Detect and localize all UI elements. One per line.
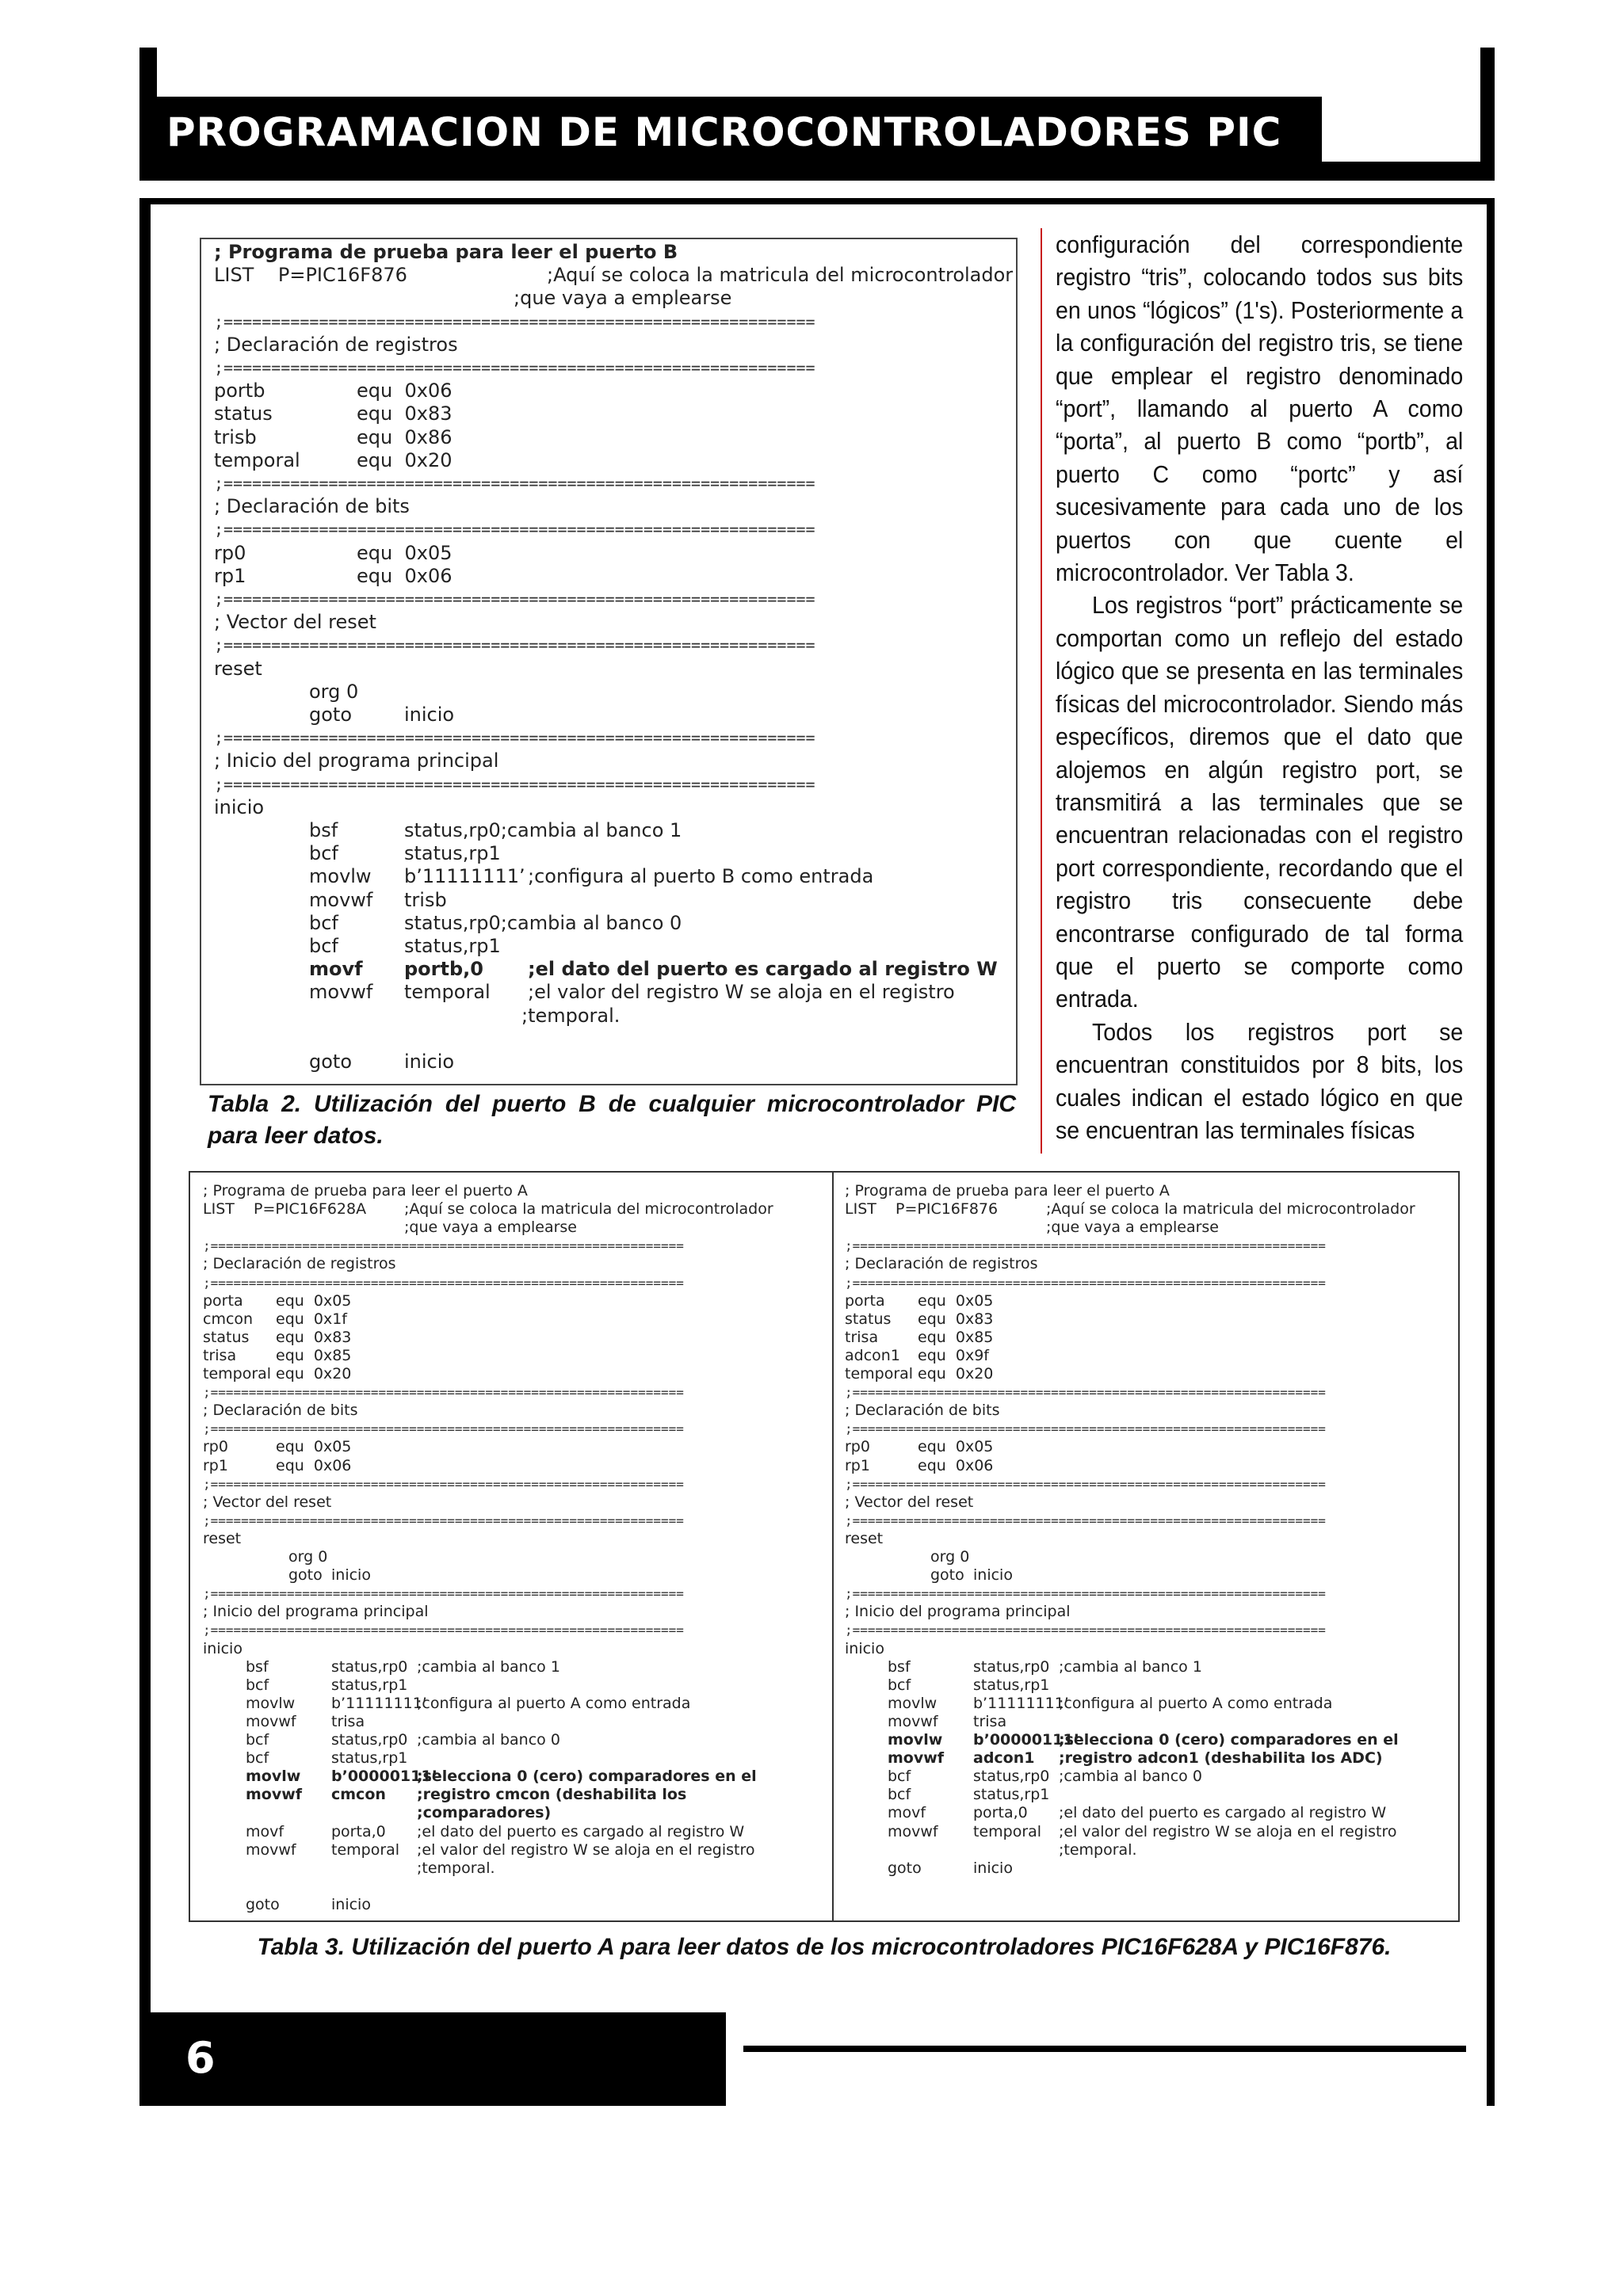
code-line-token: LIST P=PIC16F628A bbox=[203, 1200, 367, 1219]
code-separator: ;============================================================== bbox=[845, 1385, 1326, 1401]
code-separator: ;============================================================== bbox=[845, 1238, 1326, 1254]
code-line-token: movlw bbox=[888, 1731, 943, 1749]
code-line-token: movf bbox=[888, 1804, 926, 1822]
code-line-token: status,rp1 bbox=[331, 1749, 408, 1768]
code-line-token: ;registro cmcon (deshabilita los bbox=[417, 1786, 687, 1804]
code-line-token: status,rp1 bbox=[973, 1676, 1050, 1694]
code-line-token: reset bbox=[845, 1529, 884, 1547]
code-line-token: bcf bbox=[888, 1768, 911, 1786]
code-line-token: movlw bbox=[246, 1768, 301, 1786]
code-line-token: equ 0x06 bbox=[357, 379, 453, 402]
code-line-token: status,rp0 bbox=[973, 1768, 1050, 1786]
code-line-token: porta,0 bbox=[973, 1804, 1028, 1822]
code-line-token: ;el valor del registro W se aloja en el registro bbox=[528, 981, 955, 1004]
code-separator: ;============================================================== bbox=[214, 589, 815, 608]
code-line-token: trisa bbox=[203, 1346, 237, 1364]
code-listing-tabla-2 bbox=[200, 238, 1018, 1085]
code-line-token: status,rp1 bbox=[973, 1786, 1050, 1804]
code-line-token: ; Programa de prueba para leer el puerto A bbox=[845, 1182, 1170, 1199]
code-line-token: status,rp1 bbox=[331, 1676, 408, 1694]
code-line-token: bcf bbox=[246, 1749, 269, 1768]
code-line-token: org 0 bbox=[288, 1548, 328, 1566]
code-line-token: status,rp0;cambia al banco 0 bbox=[404, 911, 682, 934]
code-line-token: porta bbox=[203, 1291, 243, 1310]
paragraph: configuración del correspondiente registro “tris”, colocando todos sus bits en unos “lógicos” (1's). Posteriormente a la configuración del registro tris, se tiene que emplear el registro denominado “port”, llamando al puerto A como “porta”, al puerto B como “portb”, al puerto C como “portc” y así sucesivamente para cada uno de los puertos con que cuente el microcontrolador. Ver Tabla 3. bbox=[1056, 231, 1464, 587]
code-line-token: bcf bbox=[309, 842, 338, 865]
code-line-token: goto bbox=[288, 1566, 323, 1585]
code-line-token: bsf bbox=[309, 819, 338, 841]
code-line-token: trisa bbox=[973, 1712, 1007, 1730]
code-separator: ;============================================================== bbox=[845, 1512, 1326, 1528]
code-separator: ;============================================================== bbox=[845, 1476, 1326, 1492]
code-separator: ;============================================================== bbox=[203, 1238, 684, 1254]
code-separator: ;============================================================== bbox=[203, 1421, 684, 1437]
page-number: 6 bbox=[185, 2033, 216, 2083]
code-line-token: b’11111111’ bbox=[404, 865, 525, 888]
code-line-token: movwf bbox=[246, 1786, 303, 1804]
code-line-token: status,rp1 bbox=[404, 842, 501, 865]
code-line-token: ;registro adcon1 (deshabilita los ADC) bbox=[1059, 1749, 1383, 1768]
code-separator: ;============================================================== bbox=[214, 474, 815, 493]
code-separator: ;============================================================== bbox=[203, 1512, 684, 1528]
code-line-token: ; Inicio del programa principal bbox=[214, 749, 499, 772]
code-line-token: ;el dato del puerto es cargado al registro W bbox=[528, 958, 998, 981]
code-line-token: rp1 bbox=[203, 1456, 228, 1474]
code-line-token: ;configura al puerto A como entrada bbox=[417, 1694, 691, 1712]
code-line-token: org 0 bbox=[930, 1548, 970, 1566]
code-line-token: status,rp0 bbox=[331, 1657, 408, 1676]
code-line-token: movlw bbox=[888, 1694, 938, 1712]
code-line-token: cmcon bbox=[331, 1786, 386, 1804]
code-line-token: goto bbox=[246, 1895, 280, 1913]
code-line-token: goto bbox=[888, 1859, 922, 1877]
code-line-token: ;cambia al banco 1 bbox=[1059, 1657, 1202, 1676]
code-line-token: bsf bbox=[888, 1657, 911, 1676]
code-line-token: ;selecciona 0 (cero) comparadores en el bbox=[417, 1768, 757, 1786]
code-line-token: rp1 bbox=[214, 564, 246, 587]
code-separator: ;============================================================== bbox=[203, 1586, 684, 1602]
code-line-token: temporal bbox=[845, 1365, 914, 1383]
code-line-token: status,rp0;cambia al banco 1 bbox=[404, 819, 682, 841]
code-line-token: status,rp0 bbox=[331, 1731, 408, 1749]
code-line-token: ;Aquí se coloca la matricula del microcontrolador bbox=[404, 1200, 773, 1219]
code-line-token: inicio bbox=[404, 704, 455, 726]
code-line-token: ;el valor del registro W se aloja en el registro bbox=[417, 1840, 755, 1859]
code-line-token: trisb bbox=[214, 425, 257, 448]
tabla-3-caption: Tabla 3. Utilización del puerto A para leer datos de los microcontroladores PIC16F628A y PIC16F876. bbox=[257, 1934, 1392, 1960]
code-line-token: ;Aquí se coloca la matricula del microcontrolador bbox=[547, 264, 1014, 287]
code-line-token: b’00000111’ bbox=[331, 1768, 437, 1786]
code-line-token: equ 0x05 bbox=[918, 1438, 994, 1456]
code-line-token: status bbox=[845, 1310, 892, 1328]
code-separator: ;============================================================== bbox=[845, 1275, 1326, 1291]
footer-cutout bbox=[726, 2023, 1487, 2106]
code-line-token: equ 0x06 bbox=[918, 1456, 994, 1474]
code-line-token: movwf bbox=[888, 1822, 938, 1840]
code-column-divider bbox=[832, 1173, 834, 1920]
code-line-token: goto bbox=[930, 1566, 964, 1585]
code-line-token: ;que vaya a emplearse bbox=[404, 1219, 577, 1237]
code-line-token: ;el valor del registro W se aloja en el registro bbox=[1059, 1822, 1397, 1840]
code-line-token: inicio bbox=[214, 795, 265, 818]
header-right-cutout bbox=[1322, 97, 1480, 162]
code-line-token: equ 0x05 bbox=[276, 1291, 352, 1310]
code-separator: ;============================================================== bbox=[845, 1586, 1326, 1602]
code-line-token: ; Inicio del programa principal bbox=[845, 1603, 1071, 1621]
code-line-token: bcf bbox=[309, 911, 338, 934]
code-line-token: ; Declaración de registros bbox=[203, 1255, 396, 1273]
code-line-token: status bbox=[214, 402, 273, 425]
code-separator: ;============================================================== bbox=[214, 635, 815, 655]
paragraph: Los registros “port” prácticamente se comportan como un reflejo del estado lógico que se presenta en las terminales físicas del microcontrolador. Siendo más específicos, diremos que el dato que alojemos en algún registro port, se transmitirá a las terminales que se encuentran relacionadas con el registro port correspondiente, recordando que el registro tris consecuente debe encontrarse configurado de tal forma que el puerto se comporte como entrada. bbox=[1056, 591, 1464, 1013]
code-line-token: b’11111111’ bbox=[973, 1694, 1069, 1712]
code-separator: ;============================================================== bbox=[203, 1275, 684, 1291]
code-line-token: ; Vector del reset bbox=[203, 1493, 332, 1511]
code-line-token: trisa bbox=[331, 1712, 365, 1730]
code-line-token: equ 0x9f bbox=[918, 1346, 989, 1364]
code-line-token: status bbox=[203, 1328, 250, 1346]
code-line-token: movlw bbox=[246, 1694, 296, 1712]
code-line-token: rp0 bbox=[214, 541, 246, 564]
code-line-token: ; Vector del reset bbox=[845, 1493, 974, 1511]
code-line-token: ;selecciona 0 (cero) comparadores en el bbox=[1059, 1731, 1399, 1749]
code-separator: ;============================================================== bbox=[214, 358, 815, 377]
code-line-token: ;que vaya a emplearse bbox=[1046, 1219, 1219, 1237]
code-line-token: movwf bbox=[246, 1840, 296, 1859]
code-listing-tabla-3 bbox=[189, 1171, 1460, 1922]
code-line-token: temporal bbox=[214, 448, 300, 471]
code-line-token: bcf bbox=[246, 1676, 269, 1694]
code-line-token: ;que vaya a emplearse bbox=[514, 287, 732, 310]
code-line-token: equ 0x83 bbox=[918, 1310, 994, 1328]
code-line-token: equ 0x1f bbox=[276, 1310, 347, 1328]
code-line-token: inicio bbox=[845, 1639, 884, 1657]
code-line-token: ;configura al puerto A como entrada bbox=[1059, 1694, 1333, 1712]
footer-rule bbox=[743, 2046, 1466, 2052]
code-line-token: inicio bbox=[203, 1639, 242, 1657]
code-line-token: movwf bbox=[888, 1749, 945, 1768]
code-line-token: portb,0 bbox=[404, 958, 483, 981]
code-line-token: ;temporal. bbox=[417, 1859, 495, 1877]
code-line-token: rp0 bbox=[845, 1438, 870, 1456]
code-separator: ;============================================================== bbox=[845, 1421, 1326, 1437]
code-line-token: ; Declaración de registros bbox=[845, 1255, 1038, 1273]
code-line-token: equ 0x05 bbox=[918, 1291, 994, 1310]
code-separator: ;============================================================== bbox=[214, 728, 815, 748]
code-line-token: temporal bbox=[404, 981, 491, 1004]
code-line-token: bcf bbox=[888, 1786, 911, 1804]
code-line-token: inicio bbox=[973, 1859, 1013, 1877]
code-line-token: temporal bbox=[973, 1822, 1042, 1840]
code-line-token: ;cambia al banco 0 bbox=[417, 1731, 560, 1749]
column-divider bbox=[1041, 228, 1042, 1154]
code-line-token: bcf bbox=[888, 1676, 911, 1694]
page-title: PROGRAMACION DE MICROCONTROLADORES PIC bbox=[166, 109, 1282, 155]
code-line-token: reset bbox=[203, 1529, 242, 1547]
code-line-token: ; Programa de prueba para leer el puerto B bbox=[214, 241, 678, 263]
code-line-token: ; Declaración de registros bbox=[214, 333, 458, 356]
code-line-token: inicio bbox=[973, 1566, 1013, 1585]
code-line-token: equ 0x05 bbox=[357, 541, 453, 564]
code-separator: ;============================================================== bbox=[203, 1385, 684, 1401]
code-line-token: ;temporal. bbox=[1059, 1840, 1137, 1859]
code-line-token: porta bbox=[845, 1291, 885, 1310]
code-line-token: goto bbox=[309, 1051, 353, 1073]
code-line-token: ;cambia al banco 0 bbox=[1059, 1768, 1202, 1786]
code-line-token: movwf bbox=[888, 1712, 938, 1730]
code-line-token: rp1 bbox=[845, 1456, 870, 1474]
code-line-token: movlw bbox=[309, 865, 372, 888]
code-line-token: ;Aquí se coloca la matricula del microcontrolador bbox=[1046, 1200, 1415, 1219]
code-line-token: movwf bbox=[309, 888, 373, 911]
code-line-token: movf bbox=[309, 958, 363, 981]
code-line-token: temporal bbox=[203, 1365, 272, 1383]
code-line-token: cmcon bbox=[203, 1310, 254, 1328]
code-line-token: bcf bbox=[246, 1731, 269, 1749]
code-line-token: ; Programa de prueba para leer el puerto A bbox=[203, 1182, 528, 1199]
code-line-token: adcon1 bbox=[973, 1749, 1035, 1768]
code-line-token: ;configura al puerto B como entrada bbox=[528, 865, 874, 888]
code-line-token: equ 0x83 bbox=[276, 1328, 352, 1346]
header-top-cutout bbox=[157, 48, 1480, 97]
code-line-token: equ 0x20 bbox=[918, 1365, 994, 1383]
code-line-token: movwf bbox=[309, 981, 373, 1004]
code-line-token: inicio bbox=[404, 1051, 455, 1073]
code-line-token: equ 0x86 bbox=[357, 425, 453, 448]
code-line-token: movwf bbox=[246, 1712, 296, 1730]
code-line-token: inicio bbox=[331, 1566, 371, 1585]
code-line-token: porta,0 bbox=[331, 1822, 386, 1840]
code-line-token: ;temporal. bbox=[521, 1004, 621, 1027]
code-line-token: ;el dato del puerto es cargado al registro W bbox=[1059, 1804, 1387, 1822]
code-line-token: equ 0x83 bbox=[357, 402, 453, 425]
code-separator: ;============================================================== bbox=[203, 1476, 684, 1492]
code-line-token: b’00000111’ bbox=[973, 1731, 1079, 1749]
code-line-token: rp0 bbox=[203, 1438, 228, 1456]
code-line-token: temporal bbox=[331, 1840, 400, 1859]
body-text-column bbox=[1056, 228, 1463, 1146]
code-line-token: movf bbox=[246, 1822, 285, 1840]
code-line-token: goto bbox=[309, 704, 353, 726]
code-separator: ;============================================================== bbox=[203, 1623, 684, 1638]
code-line-token: equ 0x85 bbox=[918, 1328, 994, 1346]
code-line-token: ; Vector del reset bbox=[214, 611, 376, 634]
code-separator: ;============================================================== bbox=[845, 1623, 1326, 1638]
paragraph: Todos los registros port se encuentran constituidos por 8 bits, los cuales indican el estado lógico en que se encuentran las terminales físicas bbox=[1056, 1017, 1464, 1144]
code-separator: ;============================================================== bbox=[214, 520, 815, 540]
code-line-token: org 0 bbox=[309, 680, 359, 703]
code-line-token: equ 0x05 bbox=[276, 1438, 352, 1456]
code-line-token: LIST P=PIC16F876 bbox=[845, 1200, 999, 1219]
code-line-token: equ 0x06 bbox=[276, 1456, 352, 1474]
code-line-token: trisa bbox=[845, 1328, 879, 1346]
code-separator: ;============================================================== bbox=[214, 311, 815, 331]
code-line-token: trisb bbox=[404, 888, 447, 911]
code-line-token: bsf bbox=[246, 1657, 269, 1676]
code-line-token: equ 0x85 bbox=[276, 1346, 352, 1364]
code-line-token: ; Inicio del programa principal bbox=[203, 1603, 429, 1621]
code-line-token: ;comparadores) bbox=[417, 1804, 552, 1822]
code-line-token: status,rp1 bbox=[404, 935, 501, 957]
code-line-token: ; Declaración de bits bbox=[203, 1402, 358, 1420]
code-separator: ;============================================================== bbox=[214, 774, 815, 794]
code-line-token: LIST P=PIC16F876 bbox=[214, 264, 407, 287]
code-line-token: ; Declaración de bits bbox=[845, 1402, 1000, 1420]
code-line-token: bcf bbox=[309, 935, 338, 957]
code-line-token: equ 0x20 bbox=[357, 448, 453, 471]
code-line-token: ;cambia al banco 1 bbox=[417, 1657, 560, 1676]
tabla-2-caption: Tabla 2. Utilización del puerto B de cualquier microcontrolador PIC para leer datos. bbox=[208, 1091, 1016, 1149]
code-line-token: ; Declaración de bits bbox=[214, 495, 410, 518]
code-line-token: status,rp0 bbox=[973, 1657, 1050, 1676]
code-line-token: adcon1 bbox=[845, 1346, 900, 1364]
code-line-token: inicio bbox=[331, 1895, 371, 1913]
code-line-token: equ 0x06 bbox=[357, 564, 453, 587]
footer-bar bbox=[139, 2012, 726, 2106]
code-line-token: reset bbox=[214, 657, 262, 680]
code-line-token: portb bbox=[214, 379, 265, 402]
code-line-token: equ 0x20 bbox=[276, 1365, 352, 1383]
code-line-token: ;el dato del puerto es cargado al registro W bbox=[417, 1822, 745, 1840]
code-line-token: b’11111111’ bbox=[331, 1694, 427, 1712]
